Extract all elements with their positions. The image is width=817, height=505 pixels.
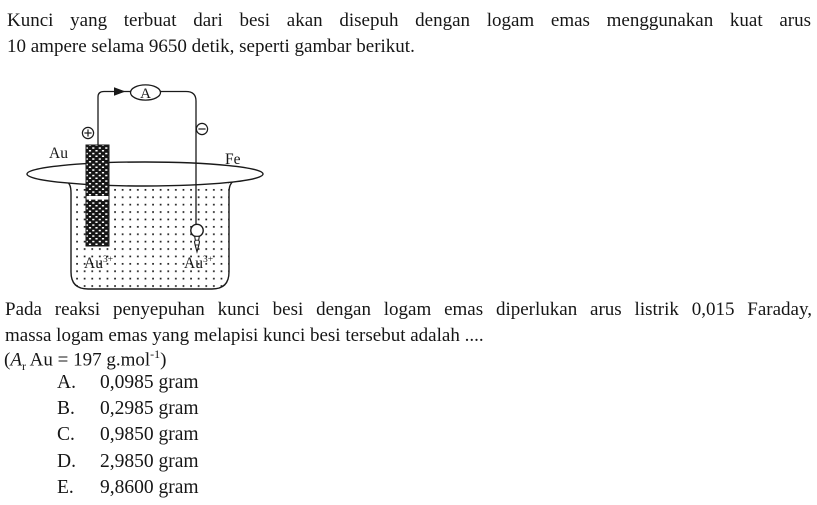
option-c [57, 422, 357, 448]
left-wire [98, 92, 131, 146]
ion-symbol: Au [184, 255, 203, 272]
anode-label: Au [49, 145, 68, 162]
option-text: 9,8600 gram [100, 476, 199, 498]
option-text: 2,9850 gram [100, 450, 199, 472]
electrolysis-figure [20, 75, 280, 295]
ion-charge: 3+ [202, 255, 214, 265]
paren-close: ) [160, 349, 167, 371]
ion-charge: 3+ [102, 255, 114, 265]
option-letter: E. [57, 476, 74, 498]
question-body [5, 297, 812, 349]
ar-symbol: A [10, 349, 22, 371]
option-text: 0,2985 gram [100, 398, 199, 420]
option-d [57, 449, 357, 475]
option-letter: C. [57, 424, 75, 446]
option-b [57, 396, 357, 422]
body-line-1: Pada reaksi penyepuhan kunci besi dengan logam emas diperlukan arus listrik 0,015 Faraday, [5, 299, 812, 320]
option-a [57, 370, 357, 396]
ar-subscript: r [21, 359, 26, 374]
option-text: 0,9850 gram [100, 424, 199, 446]
option-e [57, 475, 357, 501]
body-line-2: massa logam emas yang melapisi kunci besi tersebut adalah .... [5, 325, 484, 346]
option-text: 0,0985 gram [100, 372, 199, 393]
intro-line-1: Kunci yang terbuat dari besi akan disepuh dengan logam emas menggunakan kuat arus [7, 10, 811, 31]
paren-open: ( [4, 349, 11, 371]
mol-exponent: -1 [150, 347, 161, 361]
ion-symbol: Au [84, 255, 103, 272]
cathode-label: Fe [225, 151, 241, 168]
ammeter-label: A [140, 86, 151, 102]
question-intro [7, 8, 811, 60]
gold-electrode [86, 145, 109, 246]
option-letter: B. [57, 398, 75, 420]
answer-options [57, 370, 357, 501]
electrolysis-diagram [20, 75, 280, 295]
given-value: Au = 197 g.mol [25, 349, 151, 371]
intro-line-2: 10 ampere selama 9650 detik, seperti gambar berikut. [7, 36, 415, 57]
plus-polarity-icon [82, 127, 93, 138]
minus-polarity-icon [196, 123, 207, 134]
ammeter-icon [131, 85, 161, 102]
current-arrow-icon [114, 87, 126, 95]
option-letter: A. [57, 372, 76, 393]
option-letter: D. [57, 450, 76, 472]
